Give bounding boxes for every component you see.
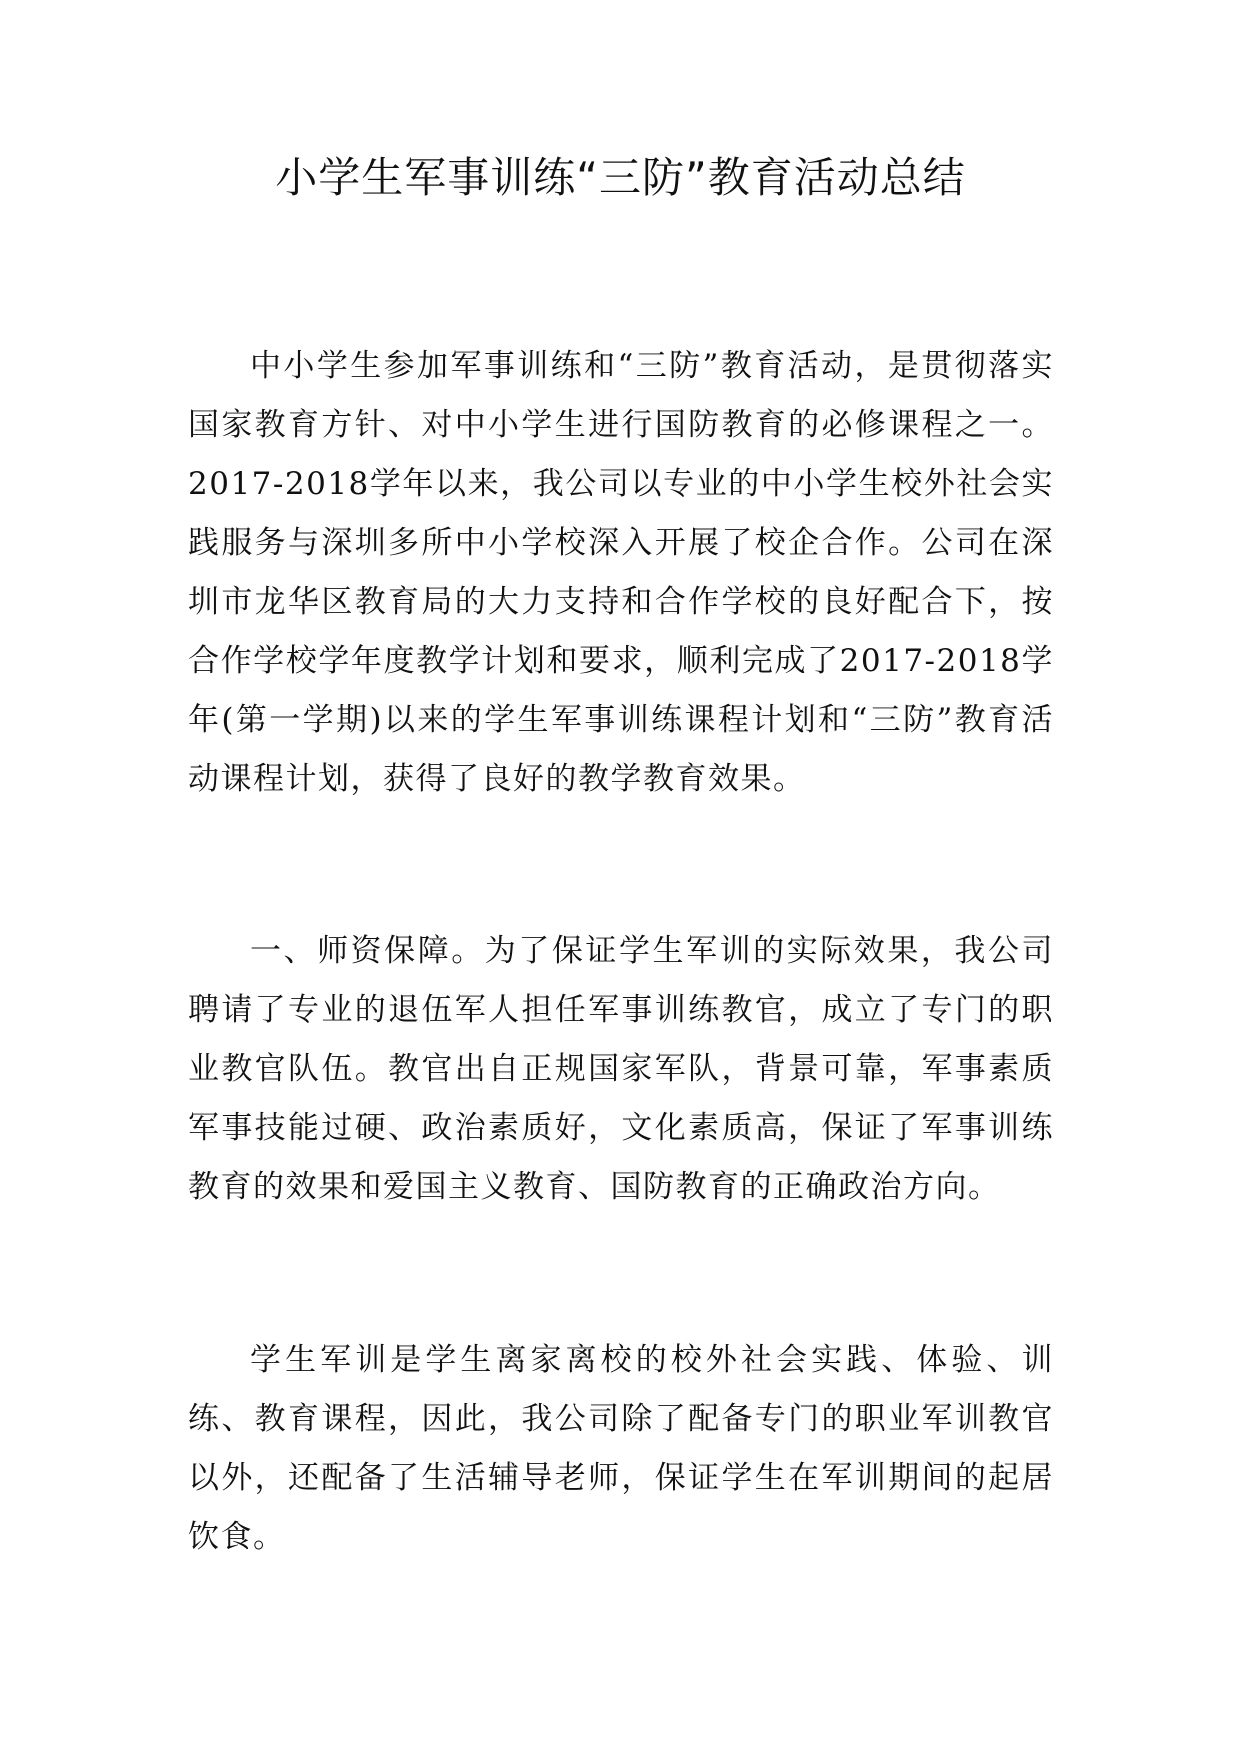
paragraph-life-support: 学生军训是学生离家离校的校外社会实践、体验、训练、教育课程，因此，我公司除了配备专门的职业军训教官以外，还配备了生活辅导老师，保证学生在军训期间的起居饮食。 — [188, 1342, 1054, 1555]
paragraph-intro: 中小学生参加军事训练和“三防”教育活动，是贯彻落实国家教育方针、对中小学生进行国防教育的必修课程之一。2017-2018学年以来，我公司以专业的中小学生校外社会实践服务与深圳多所中小学校深入开展了校企合作。公司在深圳市龙华区教育局的大力支持和合作学校的良好配合下，按合作学校学年度教学计划和要求，顺利完成了2017-2018学年(第一学期)以来的学生军事训练课程计划和“三防”教育活动课程计划，获得了良好的教学教育效果。 — [188, 348, 1054, 797]
document-title: 小学生军事训练“三防”教育活动总结 — [275, 153, 966, 202]
paragraph-teacher-guarantee: 一、师资保障。为了保证学生军训的实际效果，我公司聘请了专业的退伍军人担任军事训练教官，成立了专门的职业教官队伍。教官出自正规国家军队，背景可靠，军事素质军事技能过硬、政治素质好，文化素质高，保证了军事训练教育的效果和爱国主义教育、国防教育的正确政治方向。 — [188, 933, 1054, 1205]
